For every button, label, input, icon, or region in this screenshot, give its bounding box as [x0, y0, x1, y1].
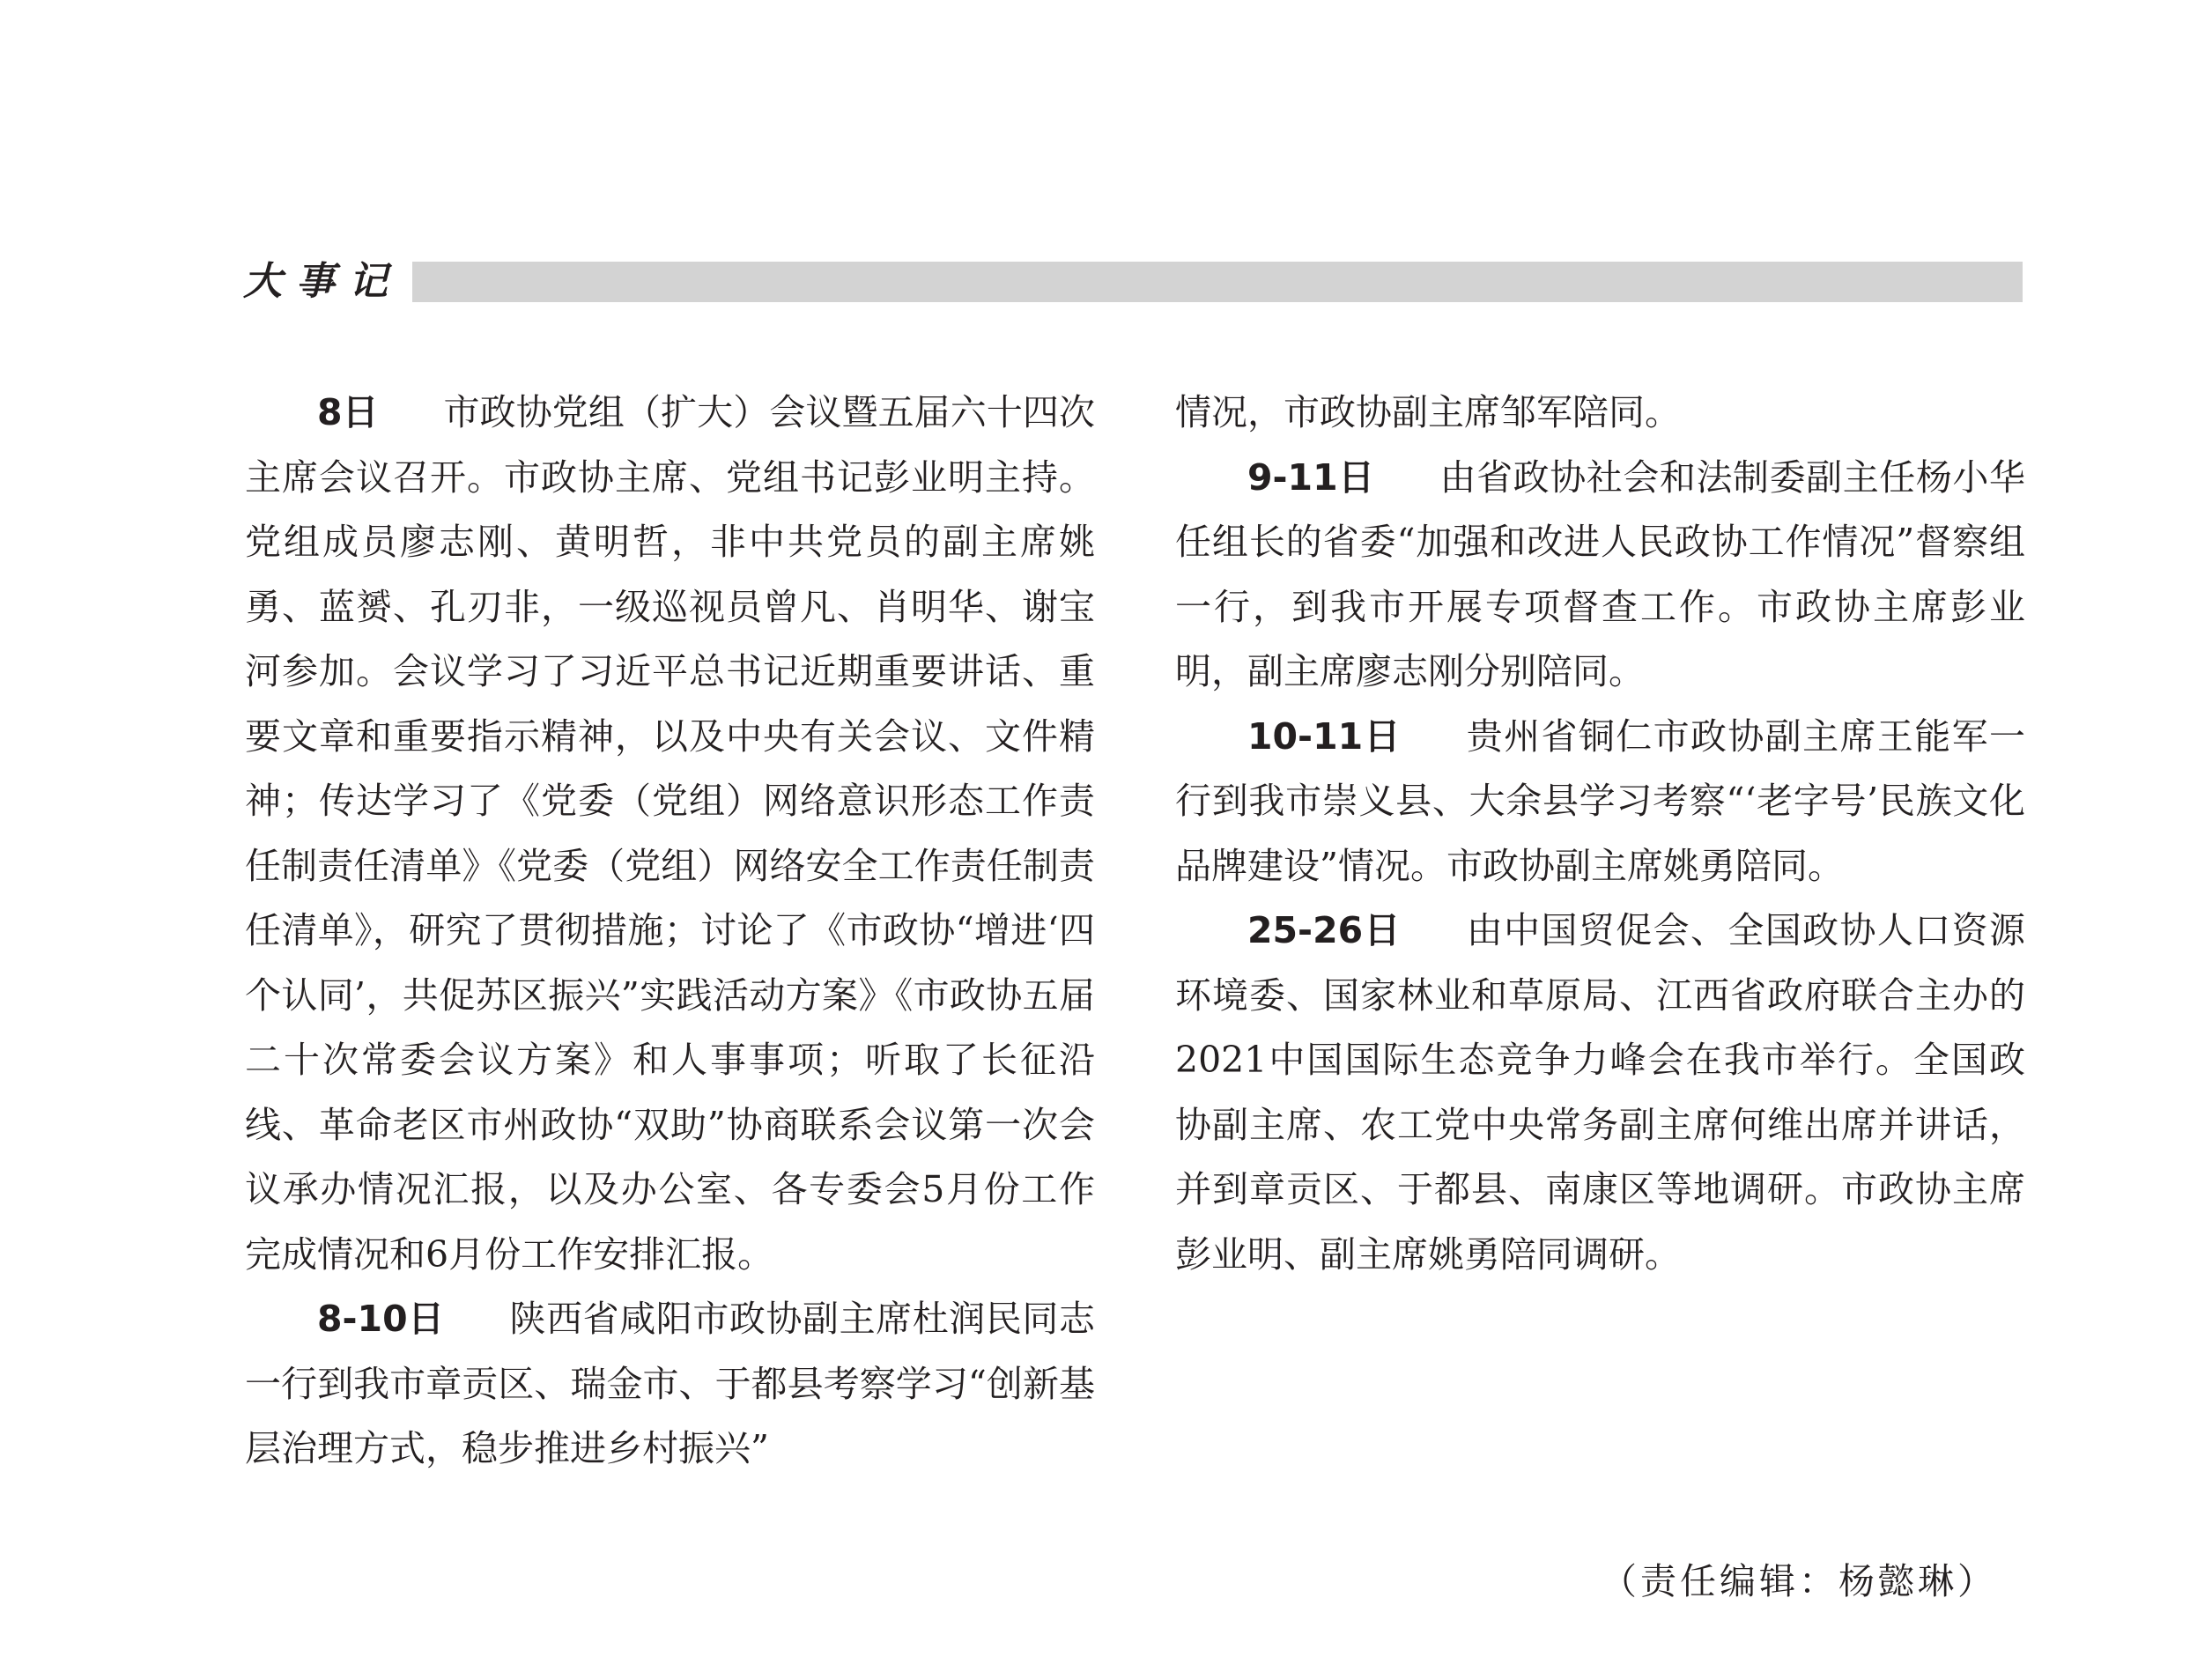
editor-note: （责任编辑：杨懿琳）: [1601, 1560, 1997, 1602]
event-entry: [1175, 899, 2025, 1287]
event-date: 8日: [317, 391, 379, 433]
event-date: 25-26日: [1247, 909, 1402, 951]
event-date: 10-11日: [1247, 714, 1402, 758]
event-text: 陕西省咸阳市政协副主席杜润民同志一行到我市章贡区、瑞金市、于都县考察学习“创新基层治理方式，稳步推进乡村振兴”: [245, 1298, 1095, 1469]
event-entry: [245, 381, 1095, 1287]
left-column: [245, 381, 1095, 1482]
event-text: 贵州省铜仁市政协副主席王能军一行到我市崇义县、大余县学习考察“‘老字号’民族文化品牌建设”情况。市政协副主席姚勇陪同。: [1175, 714, 2025, 887]
event-entry: [1175, 446, 2025, 705]
event-text: 由省政协社会和法制委副主任杨小华任组长的省委“加强和改进人民政协工作情况”督察组一行，到我市开展专项督查工作。市政协主席彭业明，副主席廖志刚分别陪同。: [1175, 455, 2025, 692]
event-continuation: 情况，市政协副主席邹军陪同。: [1175, 391, 1681, 433]
section-title-bar: [412, 262, 2023, 302]
event-date: 8-10日: [317, 1298, 445, 1340]
event-entry: [245, 1287, 1095, 1482]
event-text: 市政协党组（扩大）会议暨五届六十四次主席会议召开。市政协主席、党组书记彭业明主持。党组成员廖志刚、黄明哲，非中共党员的副主席姚勇、蓝赟、孔刃非，一级巡视员曾凡、肖明华、谢宝河参加。会议学习了习近平总书记近期重要讲话、重要文章和重要指示精神，以及中央有关会议、文件精神；传达学习了《党委（党组）网络意识形态工作责任制责任清单》《党委（党组）网络安全工作责任制责任清单》，研究了贯彻措施；讨论了《市政协“增进‘四个认同’，共促苏区振兴”实践活动方案》《市政协五届二十次常委会议方案》和人事事项；听取了长征沿线、革命老区市州政协“双助”协商联系会议第一次会议承办情况汇报，以及办公室、各专委会5月份工作完成情况和6月份工作安排汇报。: [245, 391, 1096, 1276]
event-text: 由中国贸促会、全国政协人口资源环境委、国家林业和草原局、江西省政府联合主办的2021中国国际生态竞争力峰会在我市举行。全国政协副主席、农工党中央常务副主席何维出席并讲话，并到章贡区、于都县、南康区等地调研。市政协主席彭业明、副主席姚勇陪同调研。: [1175, 909, 2025, 1276]
right-column: [1175, 381, 2025, 1287]
event-date: 9-11日: [1247, 455, 1375, 499]
event-entry: [1175, 705, 2025, 899]
section-title: 大事记: [243, 259, 402, 304]
